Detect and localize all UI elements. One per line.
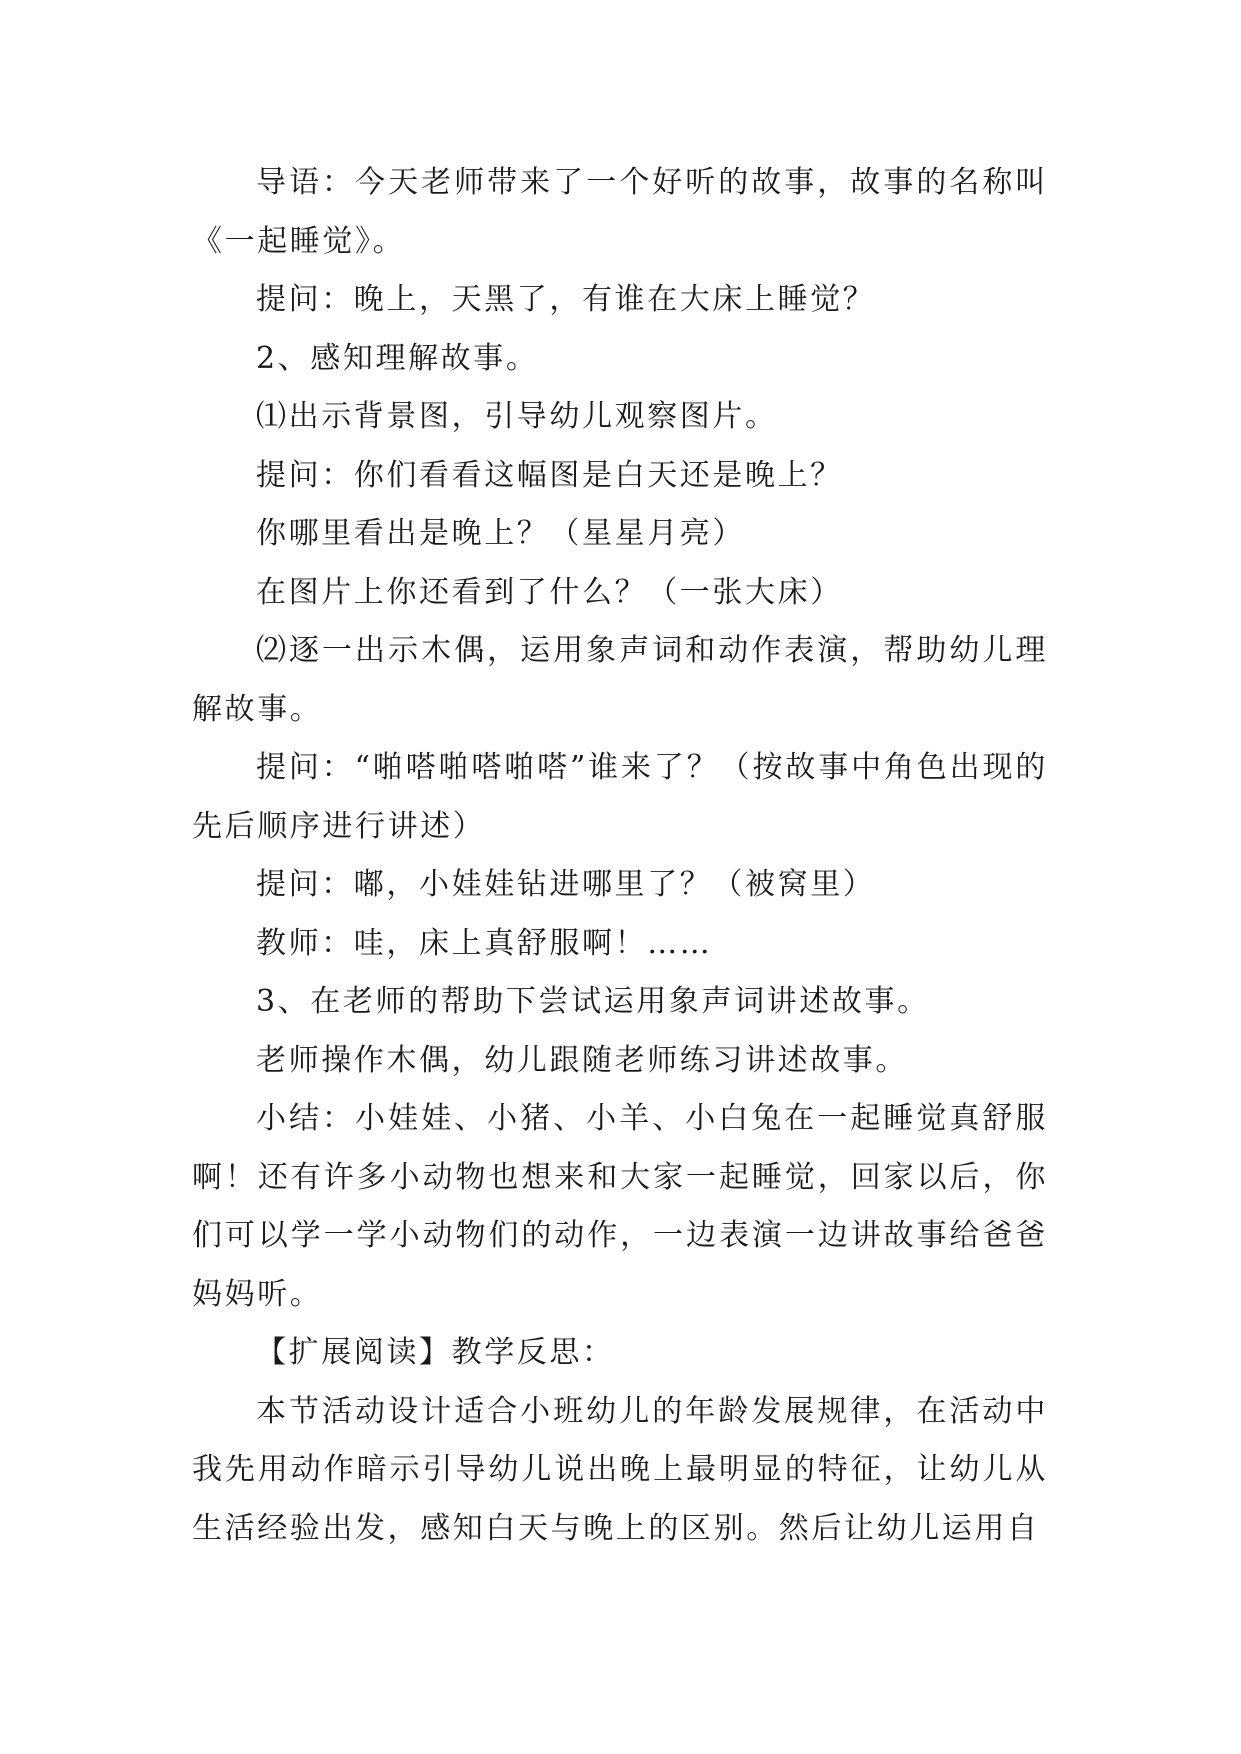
paragraph-question-how-night: 你哪里看出是晚上？（星星月亮） bbox=[256, 516, 745, 551]
paragraph-teacher-comfortable: 教师：哇，床上真舒服啊！…… bbox=[256, 925, 713, 961]
paragraph-question-who-came: 提问：“啪嗒啪嗒啪嗒”谁来了？（按故事中角色出现的先后顺序进行讲述） bbox=[192, 750, 1048, 844]
paragraph-question-night: 提问：晚上，天黑了，有谁在大床上睡觉？ bbox=[256, 282, 876, 317]
paragraph-teacher-operate-puppets: 老师操作木偶，幼儿跟随老师练习讲述故事。 bbox=[256, 1042, 908, 1078]
document-page bbox=[192, 154, 1048, 1558]
paragraph-show-background: ⑴出示背景图，引导幼儿观察图片。 bbox=[256, 399, 778, 434]
paragraph-reflection: 本节活动设计适合小班幼儿的年龄发展规律，在活动中我先用动作暗示引导幼儿说出晚上最明显的特征，让幼儿从生活经验出发，感知白天与晚上的区别。然后让幼儿运用自 bbox=[192, 1393, 1048, 1546]
paragraph-question-what-else: 在图片上你还看到了什么？（一张大床） bbox=[256, 574, 843, 610]
paragraph-summary: 小结：小娃娃、小猪、小羊、小白兔在一起睡觉真舒服啊！还有许多小动物也想来和大家一起睡觉，回家以后，你们可以学一学小动物们的动作，一边表演一边讲故事给爸爸妈妈听。 bbox=[192, 1101, 1048, 1312]
paragraph-step-3: 3、在老师的帮助下尝试运用象声词讲述故事。 bbox=[256, 984, 930, 1019]
paragraph-question-day-night: 提问：你们看看这幅图是白天还是晚上？ bbox=[256, 457, 843, 493]
paragraph-question-where-baby: 提问：嘟，小娃娃钻进哪里了？（被窝里） bbox=[256, 867, 876, 902]
paragraph-intro: 导语：今天老师带来了一个好听的故事，故事的名称叫《一起睡觉》。 bbox=[192, 165, 1048, 259]
paragraph-step-2: 2、感知理解故事。 bbox=[256, 340, 539, 376]
paragraph-extended-reading-heading: 【扩展阅读】教学反思： bbox=[256, 1335, 615, 1370]
paragraph-show-puppets: ⑵逐一出示木偶，运用象声词和动作表演，帮助幼儿理解故事。 bbox=[192, 633, 1048, 727]
